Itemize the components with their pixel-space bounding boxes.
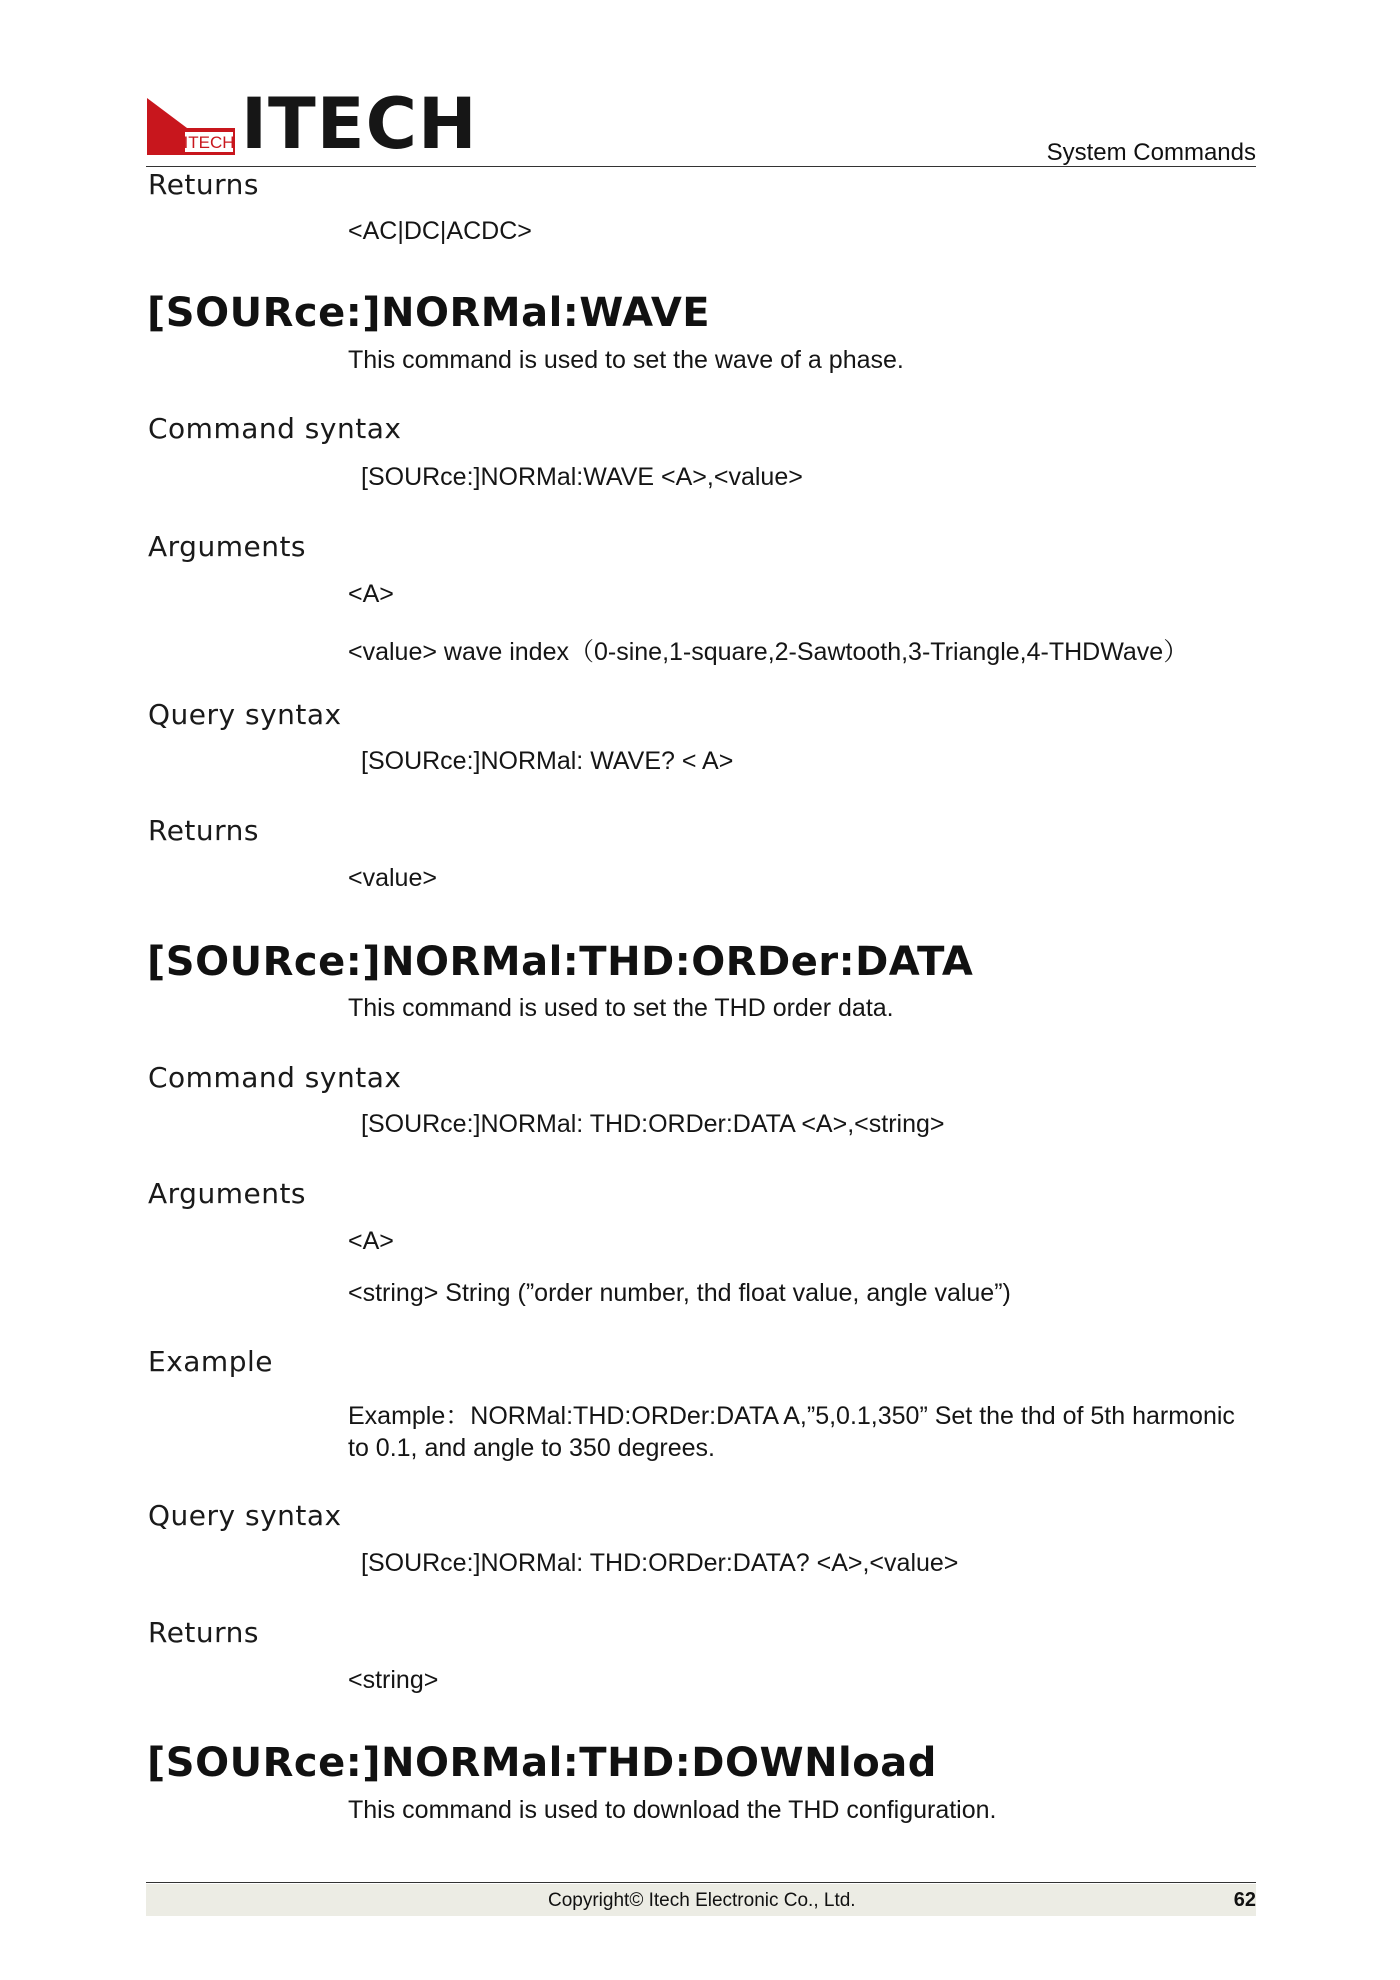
header-section-title: System Commands (1046, 139, 1256, 166)
wave-arg-a: <A> (348, 580, 394, 608)
heading-thd-order-data: [SOURce:]NORMal:THD:ORDer:DATA (147, 939, 974, 985)
thd-order-description: This command is used to set the THD order data. (348, 994, 894, 1022)
wave-description: This command is used to set the wave of a phase. (348, 346, 904, 374)
thd-order-arguments-label: Arguments (148, 1177, 307, 1210)
footer-page-number: 62 (1233, 1889, 1256, 1911)
footer-copyright: Copyright© Itech Electronic Co., Ltd. (548, 1890, 856, 1911)
thd-order-returns-value: <string> (348, 1666, 439, 1694)
itech-logo (147, 83, 478, 165)
thd-order-example-line-2: to 0.1, and angle to 350 degrees. (348, 1434, 715, 1462)
thd-order-query-syntax-label: Query syntax (148, 1499, 342, 1532)
wave-query-syntax: [SOURce:]NORMal: WAVE? < A> (361, 747, 734, 775)
logo-mark-text: ITECH (183, 133, 235, 152)
wave-returns-value: <value> (348, 864, 437, 892)
wave-arguments-label: Arguments (148, 530, 307, 563)
wave-query-syntax-label: Query syntax (148, 698, 342, 731)
itech-logo-mark-icon (147, 98, 235, 155)
returns-label-top: Returns (148, 168, 260, 201)
thd-order-query-syntax: [SOURce:]NORMal: THD:ORDer:DATA? <A>,<value> (361, 1549, 959, 1577)
wave-returns-label: Returns (148, 814, 260, 847)
thd-order-command-syntax: [SOURce:]NORMal: THD:ORDer:DATA <A>,<string> (361, 1110, 945, 1138)
wave-arg-value: <value> wave index（0-sine,1-square,2-Sawtooth,3-Triangle,4-THDWave） (348, 638, 1189, 666)
wave-command-syntax: [SOURce:]NORMal:WAVE <A>,<value> (361, 463, 803, 491)
logo-wordmark: ITECH (241, 83, 478, 165)
footer-rule (146, 1882, 1256, 1883)
wave-command-syntax-label: Command syntax (148, 412, 402, 445)
thd-order-example-label: Example (148, 1345, 273, 1378)
thd-download-description: This command is used to download the THD configuration. (348, 1796, 997, 1824)
header-rule (146, 166, 1256, 167)
thd-order-example-line-1: Example：NORMal:THD:ORDer:DATA A,”5,0.1,350” Set the thd of 5th harmonic (348, 1402, 1235, 1430)
thd-order-arg-a: <A> (348, 1227, 394, 1255)
heading-wave: [SOURce:]NORMal:WAVE (147, 290, 711, 336)
thd-order-returns-label: Returns (148, 1616, 260, 1649)
returns-value-top: <AC|DC|ACDC> (348, 217, 532, 245)
heading-thd-download: [SOURce:]NORMal:THD:DOWNload (147, 1740, 937, 1786)
thd-order-command-syntax-label: Command syntax (148, 1061, 402, 1094)
thd-order-arg-string: <string> String (”order number, thd float value, angle value”) (348, 1279, 1011, 1307)
